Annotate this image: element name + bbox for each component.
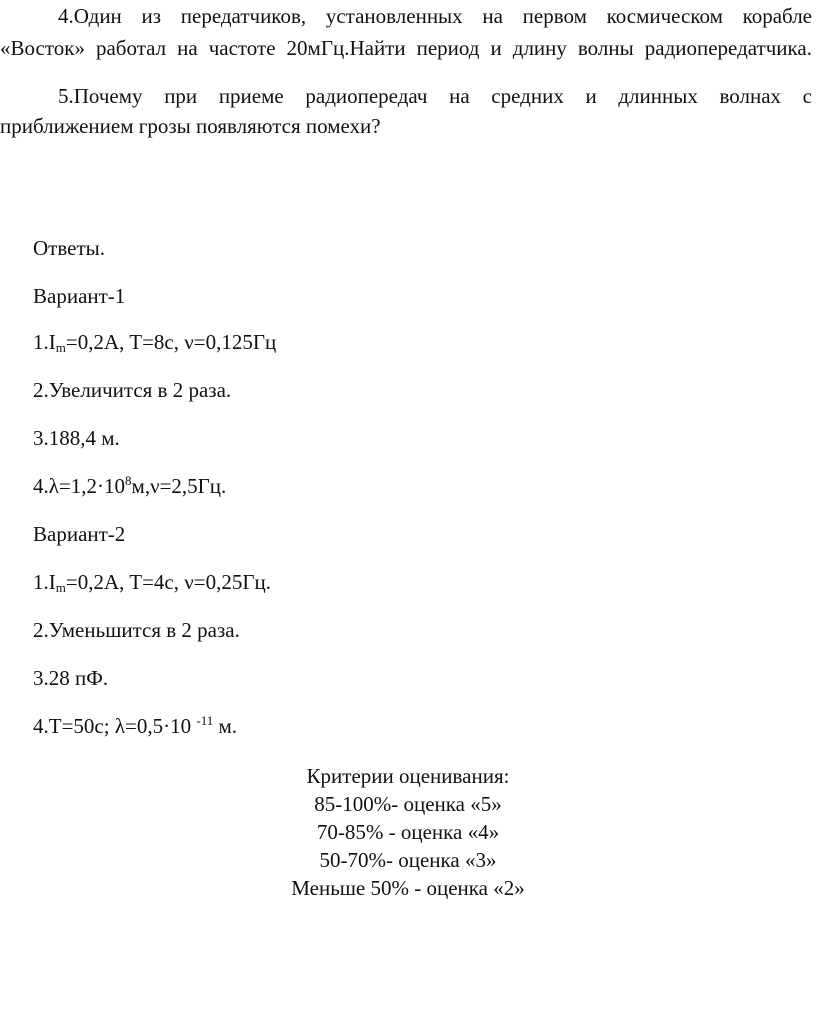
question-5-line-1: 5.Почему при приеме радиопередач на средних и длинных волнах с — [58, 84, 812, 108]
variant-1-title: Вариант-1 — [33, 284, 126, 308]
variant-2-answer-4 — [33, 712, 237, 740]
v2-a4-superscript: -11 — [196, 713, 214, 728]
criteria-item-3: 50-70%- оценка «3» — [319, 848, 497, 872]
v2-a1-subscript: m — [55, 580, 66, 595]
v1-a4-rest: м,ν=2,5Гц. — [131, 474, 227, 498]
variant-2-answer-1 — [33, 568, 271, 596]
question-4-line-2: «Восток» работал на частоте 20мГц.Найти период и длину волны радиопередатчика. — [0, 36, 812, 60]
v2-a4-prefix: 4.T=50c; λ=0,5·10 — [33, 714, 197, 738]
v2-a1-rest: =0,2A, T=4c, ν=0,25Гц. — [65, 570, 271, 594]
variant-1-answer-4 — [33, 472, 226, 500]
question-4-line-1: 4.Один из передатчиков, установленных на первом космическом корабле — [58, 4, 812, 28]
v1-a1-rest: =0,2A, T=8c, ν=0,125Гц — [65, 330, 277, 354]
variant-2-answer-3: 3.28 пФ. — [33, 666, 109, 690]
variant-1-answer-2: 2.Увеличится в 2 раза. — [33, 378, 232, 402]
v1-a4-superscript: 8 — [125, 473, 132, 488]
variant-2-answer-2: 2.Уменьшится в 2 раза. — [33, 618, 240, 642]
v1-a1-prefix: 1.I — [33, 330, 56, 354]
v2-a4-rest: м. — [213, 714, 238, 738]
v1-a4-prefix: 4.λ=1,2·10 — [33, 474, 126, 498]
answers-heading: Ответы. — [33, 236, 105, 260]
variant-1-answer-1 — [33, 328, 276, 356]
criteria-title: Критерии оценивания: — [306, 764, 510, 788]
variant-2-title: Вариант-2 — [33, 522, 126, 546]
question-5-line-2: приближением грозы появляются помехи? — [0, 114, 381, 138]
criteria-item-2: Меньше 50% - оценка «2» — [291, 876, 525, 900]
v2-a1-prefix: 1.I — [33, 570, 56, 594]
criteria-item-5: 85-100%- оценка «5» — [314, 792, 502, 816]
criteria-item-4: 70-85% - оценка «4» — [316, 820, 500, 844]
variant-1-answer-3: 3.188,4 м. — [33, 426, 120, 450]
v1-a1-subscript: m — [55, 340, 66, 355]
